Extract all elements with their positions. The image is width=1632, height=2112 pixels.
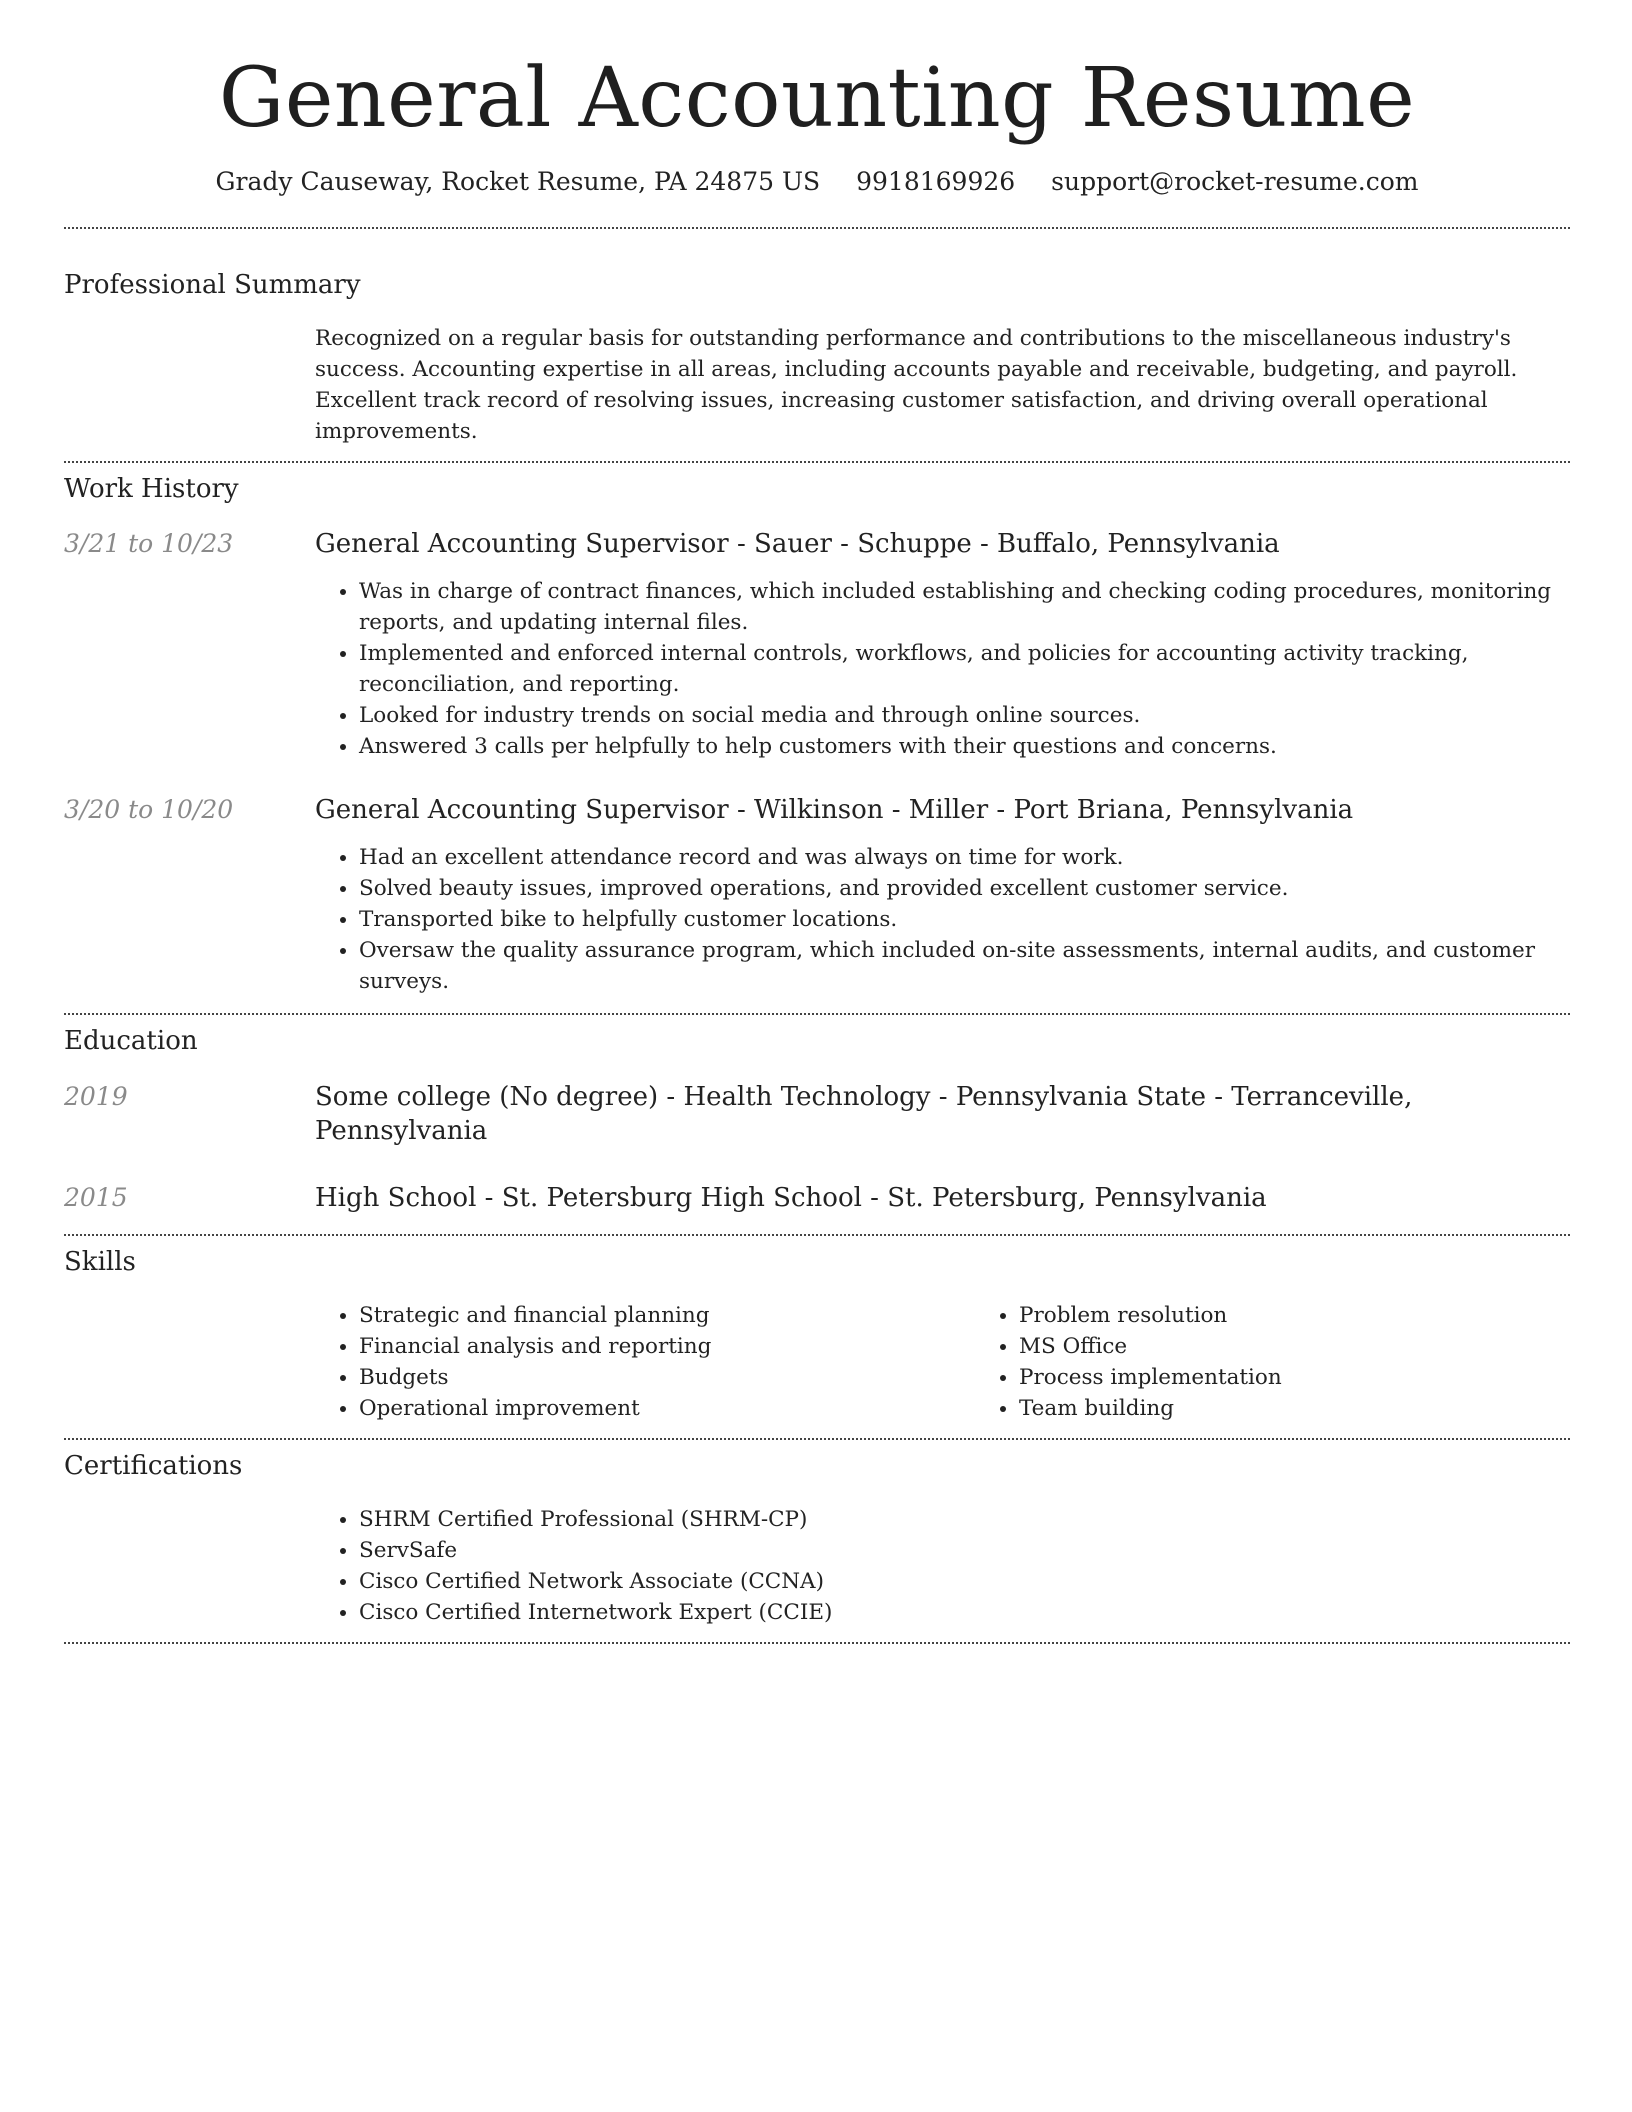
job-bullet: • Answered 3 calls per helpfully to help customers with their questions and concerns.	[359, 731, 1570, 762]
contact-email: support@rocket-resume.com	[1051, 167, 1419, 197]
education-details: - St. Petersburg High School - St. Petersburg, Pennsylvania	[476, 1183, 1267, 1214]
contact-phone: 9918169926	[856, 167, 1016, 197]
skill-item: • Problem resolution	[1019, 1300, 1632, 1331]
certifications-section	[64, 1450, 1570, 1628]
skills-row	[64, 1300, 1570, 1424]
divider	[64, 1234, 1570, 1236]
education-degree: Some college (No degree) - Health Technology	[315, 1081, 931, 1112]
job-bullets	[315, 576, 1570, 762]
work-history-section	[64, 473, 1570, 997]
certification-item: • Cisco Certified Internetwork Expert (CCIE)	[359, 1597, 1570, 1628]
certification-item: • ServSafe	[359, 1535, 1570, 1566]
job-bullet: • Transported bike to helpfully customer locations.	[359, 904, 1570, 935]
education-year: 2015	[64, 1183, 128, 1213]
divider	[64, 1642, 1570, 1644]
skill-item: • Budgets	[359, 1362, 975, 1393]
education-degree: High School	[315, 1183, 477, 1214]
job-bullet: • Oversaw the quality assurance program, which included on-site assessments, internal audits, and customer surveys.	[359, 935, 1570, 997]
summary-section	[64, 269, 1570, 447]
job-title: General Accounting Supervisor	[315, 529, 729, 560]
section-title-certifications: Certifications	[64, 1450, 243, 1481]
skill-item: • MS Office	[1019, 1331, 1632, 1362]
contact-line	[64, 166, 1570, 199]
skill-item: • Team building	[1019, 1393, 1632, 1424]
job-title: General Accounting Supervisor	[315, 795, 729, 826]
skill-item: • Financial analysis and reporting	[359, 1331, 975, 1362]
skills-list-left	[315, 1300, 975, 1424]
job-bullet: • Solved beauty issues, improved operations, and provided excellent customer service.	[359, 873, 1570, 904]
job-bullet: • Had an excellent attendance record and was always on time for work.	[359, 842, 1570, 873]
job-dates: 3/20 to 10/20	[64, 795, 234, 825]
section-title-summary: Professional Summary	[64, 269, 361, 300]
job-entry	[64, 794, 1570, 997]
certification-item: • SHRM Certified Professional (SHRM-CP)	[359, 1504, 1570, 1535]
certifications-list	[315, 1504, 1570, 1628]
resume-title: General Accounting Resume	[218, 51, 1416, 146]
summary-text: Recognized on a regular basis for outstanding performance and contributions to the miscellaneous industry's success. Accounting expertise in all areas, including accounts payable and receivable, budgeting, and payroll. Excellent track record of resolving issues, increasing customer satisfaction, and driving overall operational improvements.	[315, 325, 1518, 444]
section-title-education: Education	[64, 1025, 198, 1056]
skill-item: • Operational improvement	[359, 1393, 975, 1424]
resume-page	[64, 0, 1570, 1644]
divider	[64, 461, 1570, 463]
divider	[64, 1438, 1570, 1440]
section-title-work-history: Work History	[64, 473, 239, 504]
education-year: 2019	[64, 1081, 128, 1111]
divider	[64, 227, 1570, 229]
skill-item: • Strategic and financial planning	[359, 1300, 975, 1331]
job-bullet: • Implemented and enforced internal controls, workflows, and policies for accounting activity tracking, reconciliation, and reporting.	[359, 638, 1570, 700]
job-entry	[64, 528, 1570, 762]
job-headline	[315, 528, 1570, 562]
education-entry	[64, 1182, 1570, 1216]
education-section	[64, 1025, 1570, 1216]
section-title-skills: Skills	[64, 1247, 136, 1278]
education-details: - Pennsylvania State - Terranceville, Pennsylvania	[315, 1081, 1413, 1146]
job-headline	[315, 794, 1570, 828]
summary-row	[64, 323, 1570, 447]
job-dates: 3/21 to 10/23	[64, 529, 234, 559]
job-bullet: • Was in charge of contract finances, which included establishing and checking coding procedures, monitoring reports, and updating internal files.	[359, 576, 1570, 638]
education-entry	[64, 1081, 1570, 1149]
contact-address: Grady Causeway, Rocket Resume, PA 24875 US	[215, 167, 821, 197]
skills-list-right	[975, 1300, 1632, 1424]
job-details: - Sauer - Schuppe - Buffalo, Pennsylvania	[728, 529, 1280, 560]
job-details: - Wilkinson - Miller - Port Briana, Pennsylvania	[728, 795, 1354, 826]
divider	[64, 1013, 1570, 1015]
job-bullet: • Looked for industry trends on social media and through online sources.	[359, 700, 1570, 731]
job-bullets	[315, 842, 1570, 997]
certifications-row	[64, 1504, 1570, 1628]
certification-item: • Cisco Certified Network Associate (CCNA)	[359, 1566, 1570, 1597]
skill-item: • Process implementation	[1019, 1362, 1632, 1393]
skills-section	[64, 1246, 1570, 1424]
